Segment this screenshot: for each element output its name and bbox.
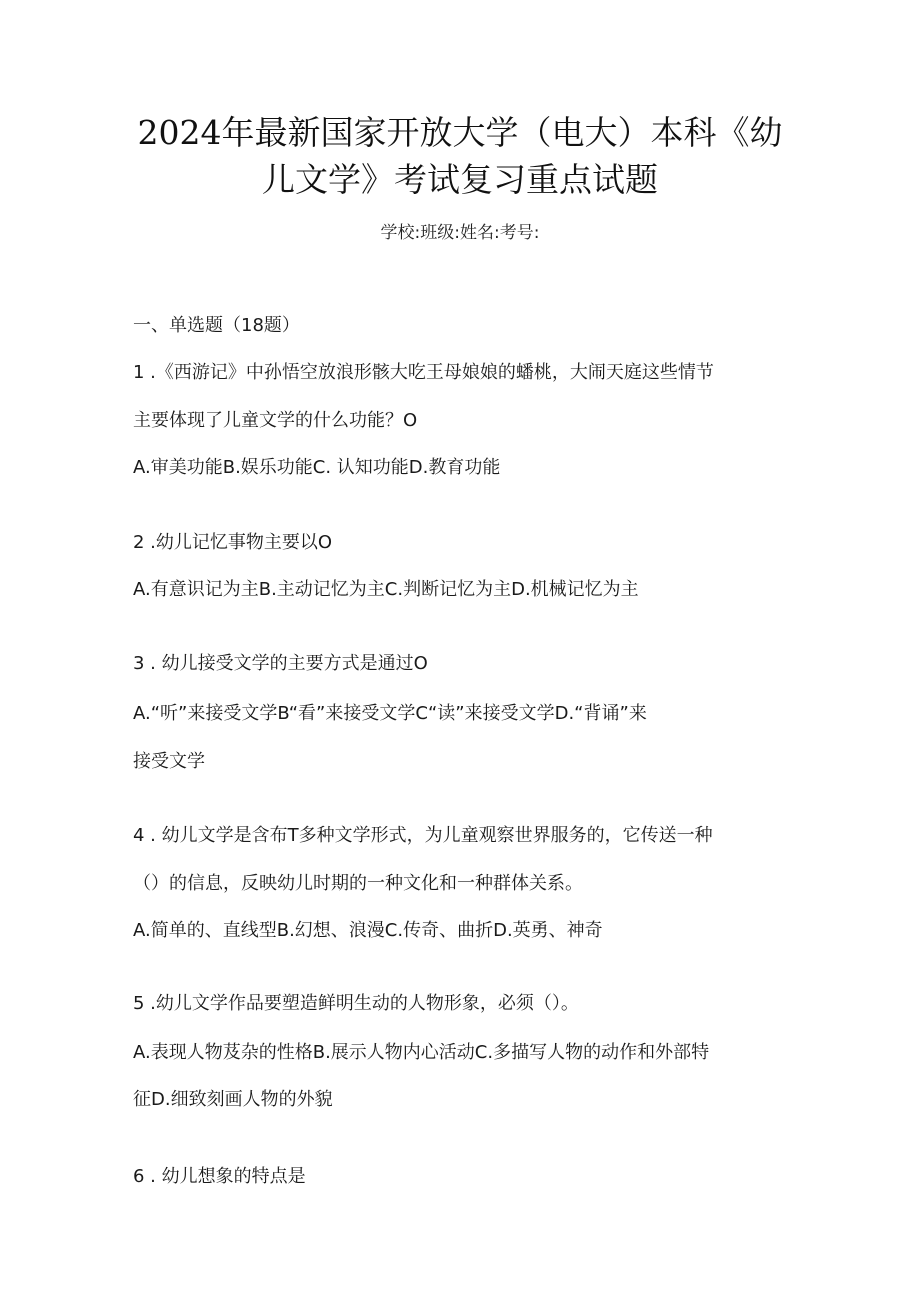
question-2-text: 2 .幼儿记忆事物主要以O: [133, 532, 333, 553]
question-5-options-line-1: A.表现人物芨杂的性格B.展示人物内心活动C.多描写人物的动作和外部特: [133, 1042, 710, 1063]
question-6-text: 6 . 幼儿想象的特点是: [133, 1166, 306, 1187]
student-info-line: 学校:班级:姓名:考号:: [380, 223, 540, 243]
question-3-options-line-1: A.“听”来接受文学B“看”来接受文学C“读”来接受文学D.“背诵”来: [133, 703, 647, 724]
document-title-line-2: 儿文学》考试复习重点试题: [262, 160, 658, 199]
section-heading: 一、单选题（18题）: [133, 315, 300, 336]
question-2-options: A.有意识记为主B.主动记忆为主C.判断记忆为主D.机械记忆为主: [133, 579, 639, 600]
question-4-text-line-2: （）的信息，反映幼儿时期的一种文化和一种群体关系。: [133, 873, 583, 894]
document-title-line-1: 2024年最新国家开放大学（电大）本科《幼: [137, 113, 783, 152]
question-5-options-line-2: 征D.细致刻画人物的外貌: [133, 1089, 333, 1110]
question-1-text-line-2: 主要体现了儿童文学的什么功能？O: [133, 410, 418, 431]
question-1-options: A.审美功能B.娱乐功能C. 认知功能D.教育功能: [133, 457, 501, 478]
question-1-text-line-1: 1 .《西游记》中孙悟空放浪形骸大吃王母娘娘的蟠桃，大闹天庭这些情节: [133, 362, 714, 383]
question-3-options-line-2: 接受文学: [133, 751, 205, 772]
question-3-text: 3 . 幼儿接受文学的主要方式是通过O: [133, 653, 428, 674]
question-5-text: 5 .幼儿文学作品要塑造鲜明生动的人物形象，必须（）。: [133, 993, 579, 1014]
question-4-text-line-1: 4 . 幼儿文学是含布T多种文学形式，为儿童观察世界服务的，它传送一种: [133, 825, 713, 846]
question-4-options: A.简单的、直线型B.幻想、浪漫C.传奇、曲折D.英勇、神奇: [133, 920, 603, 941]
